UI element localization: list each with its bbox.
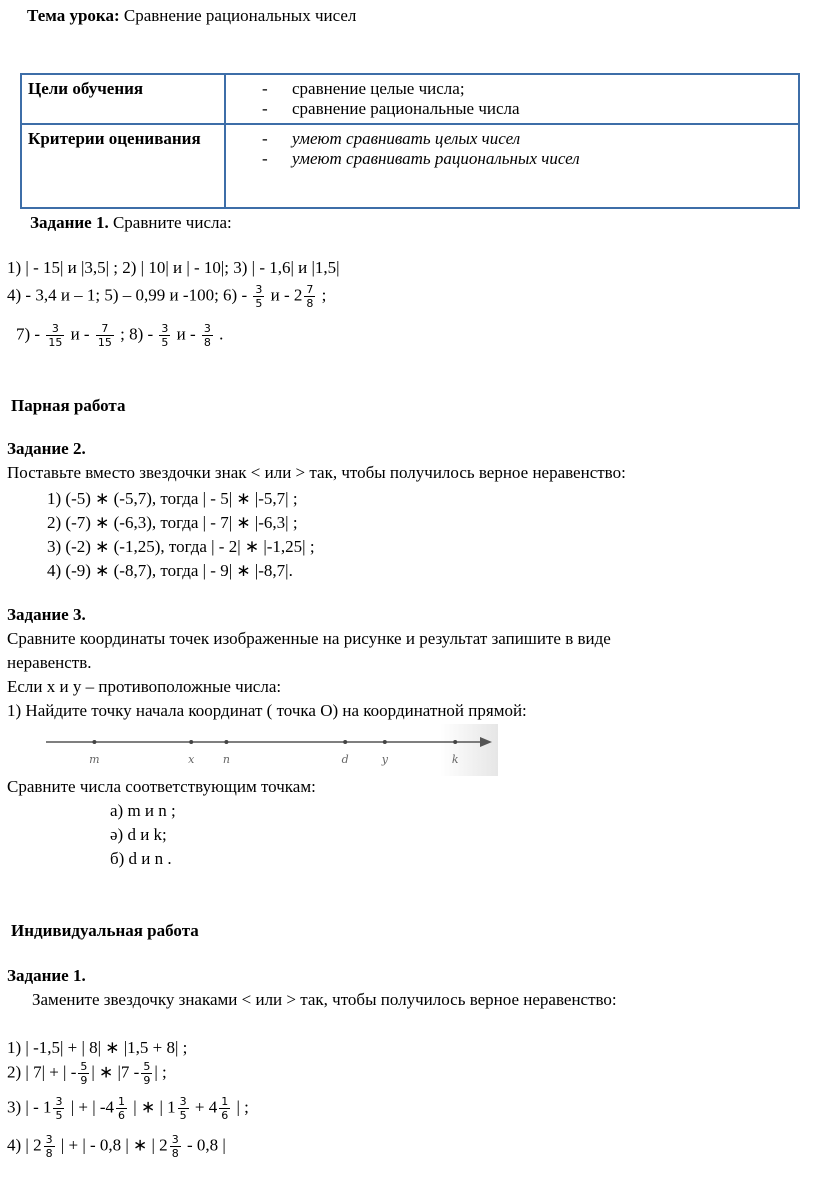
task-ind-title: Задание 1. bbox=[7, 966, 86, 985]
point-label-y: y bbox=[381, 753, 388, 766]
task2-item: 4) (-9) ∗ (-8,7), тогда | - 9| ∗ |-8,7|. bbox=[47, 561, 293, 580]
compare-item: б) d и n . bbox=[110, 849, 172, 868]
fraction: $\frac{7}{15}$ bbox=[97, 322, 112, 349]
fraction: $\frac{5}{9}$ bbox=[143, 1060, 151, 1087]
point-m bbox=[92, 740, 96, 744]
compare-item: а) m и n ; bbox=[110, 801, 176, 820]
fraction: $\frac{3}{15}$ bbox=[48, 322, 63, 349]
fraction: $\frac{3}{8}$ bbox=[203, 322, 211, 349]
goals-table bbox=[20, 73, 800, 209]
point-n bbox=[224, 740, 228, 744]
task-ind-line2: 2) | 7| + | - $\frac{5}{9}$ | ∗ |7 - $\frac{5}{9}$ | ; bbox=[7, 1060, 167, 1087]
task2-text: Поставьте вместо звездочки знак < или > так, чтобы получилось верное неравенство: bbox=[7, 463, 626, 482]
point-label-x: x bbox=[188, 753, 195, 766]
criteria-item: умеют сравнивать целых чисел bbox=[292, 129, 521, 148]
fraction: $\frac{1}{6}$ bbox=[221, 1095, 229, 1122]
task3-text: Если x и y – противоположные числа: bbox=[7, 677, 282, 696]
fraction: $\frac{3}{5}$ bbox=[179, 1095, 187, 1122]
task3-title: Задание 3. bbox=[7, 605, 86, 624]
point-d bbox=[343, 740, 347, 744]
topic-text: Сравнение рациональных чисел bbox=[119, 6, 357, 25]
point-k bbox=[453, 740, 457, 744]
criteria-list: - умеют сравнивать целых чисел - умеют сравнивать рациональных чисел bbox=[225, 124, 799, 208]
task3-text: 1) Найдите точку начала координат ( точка О) на координатной прямой: bbox=[7, 701, 527, 720]
task-ind-text: Замените звездочку знаками < или > так, чтобы получилось верное неравенство: bbox=[32, 990, 617, 1009]
task1-line1: 1) | - 15| и |3,5| ; 2) | 10| и | - 10|; 3) | - 1,6| и |1,5| bbox=[7, 258, 340, 277]
task1-line3: 7) - $\frac{3}{15}$ и - $\frac{7}{15}$ ; 8) - $\frac{3}{5}$ и - $\frac{3}{8}$ . bbox=[16, 322, 224, 349]
compare-text: Сравните числа соответствующим точкам: bbox=[7, 777, 316, 796]
number-line bbox=[40, 724, 498, 776]
compare-item: ә) d и k; bbox=[110, 825, 167, 844]
point-label-m: m bbox=[89, 753, 100, 766]
task1-line2: 4) - 3,4 и – 1; 5) – 0,99 и -100; 6) - $\frac{3}{5}$ и - 2 $\frac{7}{8}$ ; bbox=[7, 283, 327, 310]
point-y bbox=[383, 740, 387, 744]
arrow-icon bbox=[480, 737, 492, 747]
fraction: $\frac{5}{9}$ bbox=[80, 1060, 88, 1087]
criteria-label: Критерии оценивания bbox=[21, 124, 225, 208]
fraction: $\frac{3}{8}$ bbox=[45, 1133, 53, 1160]
individual-work-title: Индивидуальная работа bbox=[11, 921, 199, 940]
goals-label: Цели обучения bbox=[21, 74, 225, 124]
fraction: $\frac{3}{5}$ bbox=[255, 283, 263, 310]
point-label-k: k bbox=[451, 753, 459, 766]
task2-item: 1) (-5) ∗ (-5,7), тогда | - 5| ∗ |-5,7| ; bbox=[47, 489, 298, 508]
task2-item: 3) (-2) ∗ (-1,25), тогда | - 2| ∗ |-1,25| ; bbox=[47, 537, 315, 556]
task-ind-line1: 1) | -1,5| + | 8| ∗ |1,5 + 8| ; bbox=[7, 1038, 188, 1057]
goal-item: сравнение целые числа; bbox=[292, 79, 465, 98]
point-label-n: n bbox=[222, 753, 230, 766]
task1-heading: Задание 1. Сравните числа: bbox=[30, 213, 232, 232]
fraction: $\frac{7}{8}$ bbox=[306, 283, 314, 310]
goals-list: - сравнение целые числа; - сравнение рациональные числа bbox=[225, 74, 799, 124]
pair-work-title: Парная работа bbox=[11, 396, 126, 415]
fraction: $\frac{3}{5}$ bbox=[161, 322, 169, 349]
task3-text: Сравните координаты точек изображенные на рисунке и результат запишите в виде bbox=[7, 629, 611, 648]
fraction: $\frac{3}{8}$ bbox=[171, 1133, 179, 1160]
point-x bbox=[189, 740, 193, 744]
point-label-d: d bbox=[341, 753, 349, 766]
task-ind-line3: 3) | - 1 $\frac{3}{5}$ | + | -4 $\frac{1}{6}$ | ∗ | 1 $\frac{3}{5}$ + 4 $\frac{1}{6}$ | ; bbox=[7, 1095, 249, 1122]
fraction: $\frac{3}{5}$ bbox=[55, 1095, 63, 1122]
task-ind-line4: 4) | 2 $\frac{3}{8}$ | + | - 0,8 | ∗ | 2 $\frac{3}{8}$ - 0,8 | bbox=[7, 1133, 226, 1160]
task3-text: неравенств. bbox=[7, 653, 92, 672]
goal-item: сравнение рациональные числа bbox=[292, 99, 520, 118]
topic-label: Тема урока: bbox=[27, 6, 120, 25]
fraction: $\frac{1}{6}$ bbox=[118, 1095, 126, 1122]
lesson-topic bbox=[27, 6, 356, 26]
task2-item: 2) (-7) ∗ (-6,3), тогда | - 7| ∗ |-6,3| ; bbox=[47, 513, 298, 532]
criteria-item: умеют сравнивать рациональных чисел bbox=[292, 149, 580, 168]
task2-title: Задание 2. bbox=[7, 439, 86, 458]
